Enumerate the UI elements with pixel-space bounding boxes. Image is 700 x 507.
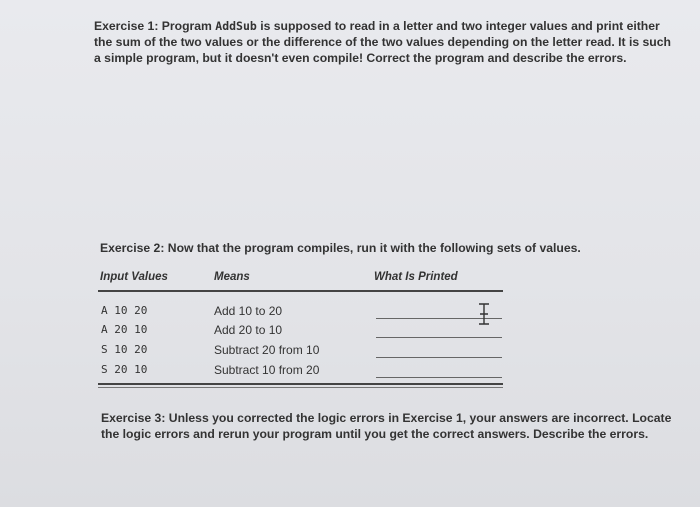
means-value: Subtract 20 from 10 bbox=[214, 343, 320, 357]
table-bottom-rule bbox=[98, 383, 503, 385]
exercise-1-text-pre: Program bbox=[158, 19, 216, 33]
header-means: Means bbox=[214, 271, 250, 283]
means-value: Add 10 to 20 bbox=[214, 304, 283, 318]
table-row bbox=[0, 363, 700, 383]
input-value: A 20 10 bbox=[101, 323, 148, 336]
exercise-3-text: Unless you corrected the logic errors in Exercise 1, your answers are incorrect. Locate the logic errors and rerun your program until you get the correct answers. Describe the errors. bbox=[101, 411, 672, 441]
table-row bbox=[0, 304, 700, 324]
exercise-2-paragraph bbox=[100, 240, 660, 256]
means-value: Subtract 10 from 20 bbox=[214, 363, 320, 377]
program-name: AddSub bbox=[215, 19, 257, 33]
table-row bbox=[0, 343, 700, 363]
exercise-1-text-post: is supposed to read in a letter and two integer values and print either the sum of the two values or the difference of the two values depending on the letter read. It is such a simple program, but it doesn't even compile! Correct the program and describe the errors. bbox=[94, 19, 671, 65]
answer-blank-line[interactable] bbox=[376, 377, 502, 378]
table-bottom-rule-secondary bbox=[98, 387, 503, 388]
table-row bbox=[0, 323, 700, 343]
input-value: S 10 20 bbox=[101, 343, 148, 356]
exercise-2-text: Now that the program compiles, run it with the following sets of values. bbox=[164, 241, 581, 255]
text-cursor-icon bbox=[476, 302, 492, 326]
header-what-is-printed: What Is Printed bbox=[374, 271, 458, 283]
exercise-3-paragraph bbox=[101, 410, 676, 442]
means-value: Add 20 to 10 bbox=[214, 323, 283, 337]
exercise-2-label: Exercise 2: bbox=[100, 241, 165, 255]
input-value: S 20 10 bbox=[101, 363, 148, 376]
input-value: A 10 20 bbox=[101, 304, 148, 317]
table-top-rule bbox=[98, 290, 503, 292]
exercise-1-label: Exercise 1: bbox=[94, 19, 159, 33]
header-input-values: Input Values bbox=[100, 271, 168, 283]
exercise-3-label: Exercise 3: bbox=[101, 411, 166, 425]
answer-blank-line[interactable] bbox=[376, 357, 502, 358]
exercise-1-paragraph bbox=[94, 18, 674, 66]
answer-blank-line[interactable] bbox=[376, 337, 502, 338]
